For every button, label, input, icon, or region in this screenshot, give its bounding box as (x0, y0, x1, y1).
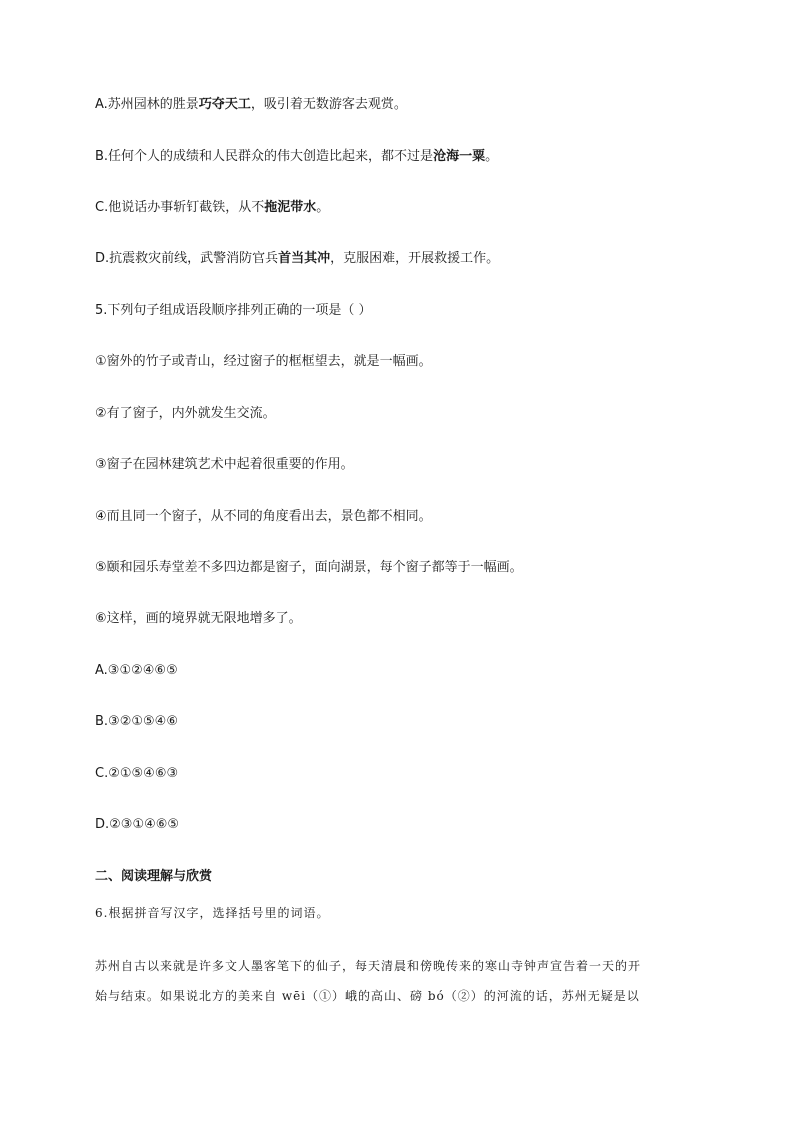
q4-option-a: A.苏州园林的胜景巧夺天工，吸引着无数游客去观赏。 (95, 97, 407, 112)
q4-option-a-idiom: 巧夺天工 (198, 97, 251, 112)
q4-option-b: B.任何个人的成绩和人民群众的伟大创造比起来，都不过是沧海一粟。 (95, 149, 499, 164)
q4-option-c-idiom: 拖泥带水 (264, 200, 317, 215)
q5-option-b: B.③②①⑤④⑥ (95, 714, 178, 729)
q5-stem: 5.下列句子组成语段顺序排列正确的一项是（ ） (95, 303, 372, 318)
q5-sentence-4: ④而且同一个窗子，从不同的角度看出去，景色都不相同。 (95, 509, 432, 524)
q5-sentence-1: ①窗外的竹子或青山，经过窗子的框框望去，就是一幅画。 (95, 354, 432, 369)
q5-sentence-2: ②有了窗子，内外就发生交流。 (95, 406, 276, 421)
q6-stem: 6.根据拼音写汉字，选择括号里的词语。 (95, 906, 330, 920)
q5-option-d: D.②③①④⑥⑤ (95, 817, 180, 832)
q5-option-a: A.③①②④⑥⑤ (95, 663, 178, 678)
q4-option-c: C.他说话办事斩钉截铁，从不拖泥带水。 (95, 200, 330, 215)
q4-option-d-idiom: 首当其冲 (278, 251, 331, 266)
q5-sentence-3: ③窗子在园林建筑艺术中起着很重要的作用。 (95, 457, 354, 472)
q5-sentence-6: ⑥这样，画的境界就无限地增多了。 (95, 611, 302, 626)
passage-line-2: 始与结束。如果说北方的美来自 wēi（①）峨的高山、磅 bó（②）的河流的话，苏州无疑是以 (95, 989, 640, 1003)
section-2-title: 二、阅读理解与欣赏 (95, 869, 213, 884)
passage-line-1: 苏州自古以来就是许多文人墨客笔下的仙子，每天清晨和傍晚传来的寒山寺钟声宣告着一天的开 (95, 959, 642, 973)
q4-option-b-idiom: 沧海一粟 (433, 149, 486, 164)
q5-option-c: C.②①⑤④⑥③ (95, 766, 179, 781)
q4-option-d: D.抗震救灾前线，武警消防官兵首当其冲，克服困难，开展救援工作。 (95, 251, 500, 266)
q5-sentence-5: ⑤颐和园乐寿堂差不多四边都是窗子，面向湖景，每个窗子都等于一幅画。 (95, 560, 523, 575)
